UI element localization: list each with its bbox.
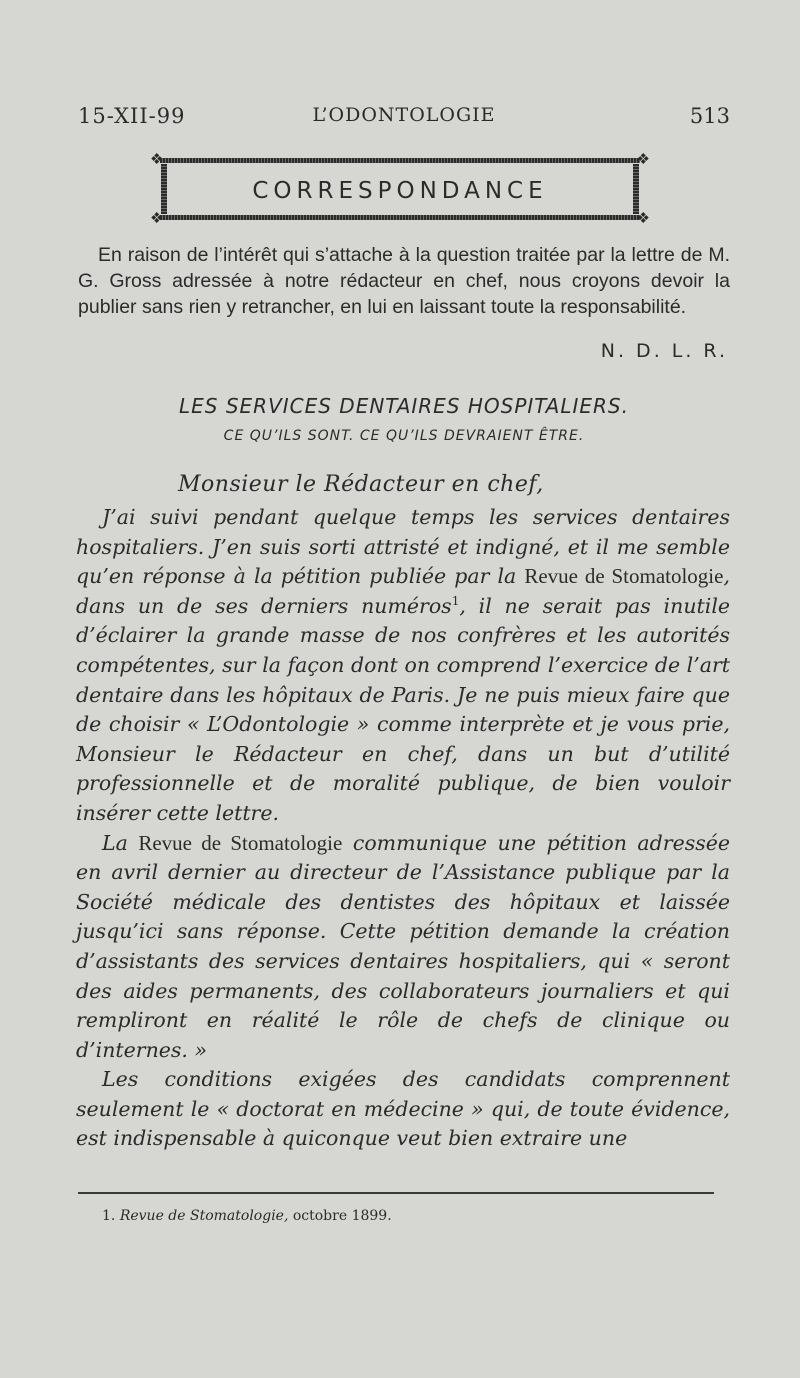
text-run: communique une pétition adressée en avril dernier au directeur de l’Assistance publique par la Société médicale des dentistes des hôpitaux et laissée jusqu’ici sans réponse. Cette pétition demande la création d’assistants des services dentaires hospitaliers, qui « seront des aides permanents, des collaborateurs journaliers et qui rempliront en réalité le rôle de chefs de clinique ou d’internes. » bbox=[76, 830, 731, 1062]
page-number: 513 bbox=[689, 104, 730, 128]
paragraph bbox=[76, 829, 730, 1066]
running-head bbox=[78, 104, 730, 134]
corner-ornament-icon: ❖ bbox=[636, 150, 650, 168]
journal-name: Revue de Stomatologie bbox=[524, 564, 724, 589]
issue-date: 15-XII-99 bbox=[78, 104, 186, 128]
banner-bottom-rule bbox=[160, 215, 640, 220]
footnote-source: Revue de Stomatologie, bbox=[119, 1208, 289, 1224]
footnote-date: octobre 1899. bbox=[292, 1208, 392, 1224]
footnote-divider bbox=[78, 1192, 714, 1194]
journal-title: L’ODONTOLOGIE bbox=[312, 104, 496, 126]
letter-body bbox=[76, 503, 730, 1154]
article-subtitle: CE QU’ILS SONT. CE QU’ILS DEVRAIENT ÊTRE. bbox=[223, 428, 585, 444]
section-banner bbox=[150, 152, 650, 226]
corner-ornament-icon: ❖ bbox=[150, 209, 164, 227]
section-title: CORRESPONDANCE bbox=[252, 178, 548, 204]
editor-note bbox=[78, 242, 730, 320]
paragraph: Les conditions exigées des candidats comprennent seulement le « doctorat en médecine » qui, de toute évidence, est indispensable à quiconque veut bien extraire une bbox=[76, 1067, 730, 1151]
corner-ornament-icon: ❖ bbox=[150, 150, 164, 168]
text-run: , il ne serait pas inutile d’éclairer la grande masse de nos confrères et les autorités compétentes, sur la façon dont on comprend l’exercice de l’art dentaire dans les hôpitaux de Paris. Je ne puis mieux faire que de choisir « L’Odontologie » comme interprète et je vous prie, Monsieur le Rédacteur en chef, dans un but d’utilité professionnelle et de moralité publique, de bien vouloir insérer cette lettre. bbox=[76, 593, 731, 825]
editor-signature: N. D. L. R. bbox=[600, 340, 728, 362]
letter-salutation: Monsieur le Rédacteur en chef, bbox=[178, 472, 544, 497]
footnote-number: 1. bbox=[102, 1208, 116, 1224]
footnote bbox=[102, 1208, 392, 1224]
corner-ornament-icon: ❖ bbox=[636, 209, 650, 227]
article-title: LES SERVICES DENTAIRES HOSPITALIERS. bbox=[179, 394, 629, 418]
text-run: J’ai suivi pendant quelque temps les services dentaires hospitaliers. J’en suis sorti attristé et indigné, et il me semble qu’en réponse à la pétition publiée par la bbox=[76, 505, 730, 589]
text-run: La bbox=[102, 830, 139, 855]
banner-top-rule bbox=[160, 158, 640, 163]
text-run: , dans un de ses derniers numéros bbox=[76, 564, 730, 618]
journal-name: Revue de Stomatologie bbox=[138, 830, 343, 855]
paragraph bbox=[76, 503, 730, 829]
editor-note-text: En raison de l’intérêt qui s’attache à la question traitée par la lettre de M. G. Gross adressée à notre rédacteur en chef, nous croyons devoir la publier sans rien y retrancher, en lui en laissant toute la responsabilité. bbox=[78, 244, 730, 318]
footnote-ref: 1 bbox=[451, 593, 460, 608]
